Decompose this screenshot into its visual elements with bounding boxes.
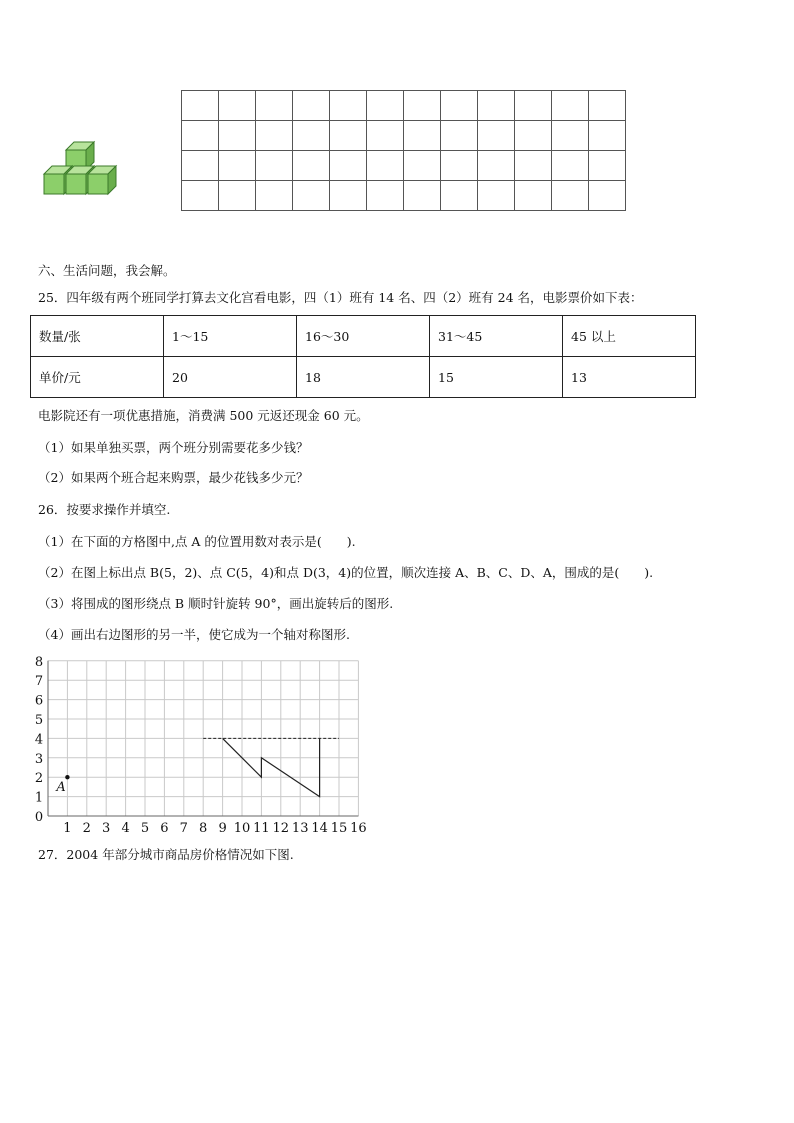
question-25-part-2: （2）如果两个班合起来购票，最少花钱多少元？ — [38, 470, 309, 485]
grid-cell — [404, 181, 441, 211]
grid-cell — [441, 151, 478, 181]
grid-cell — [515, 181, 552, 211]
grid-row — [182, 181, 626, 211]
table-cell: 31～45 — [430, 316, 563, 357]
x-tick-label: 6 — [160, 821, 169, 835]
grid-row — [182, 91, 626, 121]
x-tick-label: 5 — [140, 821, 150, 835]
grid-cell — [515, 121, 552, 151]
grid-cell — [589, 91, 626, 121]
discount-note: 电影院还有一项优惠措施，消费满 500 元返还现金 60 元。 — [38, 408, 369, 423]
x-tick-label: 4 — [121, 821, 130, 835]
x-tick-label: 3 — [102, 821, 111, 835]
question-26-part-4: （4）画出右边图形的另一半，使它成为一个轴对称图形. — [38, 627, 350, 642]
grid-cell — [404, 121, 441, 151]
x-tick-label: 16 — [350, 821, 367, 835]
section-heading: 六、生活问题，我会解。 — [38, 263, 176, 278]
origin-label: 0 — [34, 810, 44, 825]
grid-cell — [589, 151, 626, 181]
grid-cell — [478, 91, 515, 121]
grid-cell — [256, 121, 293, 151]
table-cell: 20 — [164, 357, 297, 398]
x-tick-label: 13 — [291, 821, 309, 835]
grid-cell — [256, 91, 293, 121]
y-tick-label: 5 — [34, 713, 44, 728]
grid-cell — [256, 181, 293, 211]
grid-cell — [589, 181, 626, 211]
grid-cell — [182, 151, 219, 181]
grid-cell — [293, 121, 330, 151]
grid-cell — [441, 181, 478, 211]
grid-cell — [219, 121, 256, 151]
question-27-stem: 27．2004 年部分城市商品房价格情况如下图. — [38, 847, 294, 862]
question-26-part-3: （3）将围成的图形绕点 B 顺时针旋转 90°，画出旋转后的图形. — [38, 596, 394, 611]
y-tick-label: 1 — [34, 790, 44, 806]
question-26-stem: 26．按要求操作并填空. — [38, 502, 171, 517]
x-tick-label: 12 — [272, 821, 290, 835]
question-25-stem: 25．四年级有两个班同学打算去文化宫看电影，四（1）班有 14 名、四（2）班有 24 名，电影票价如下表： — [38, 290, 643, 305]
grid-cell — [404, 91, 441, 121]
table-cell: 数量/张 — [31, 316, 164, 357]
grid-cell — [182, 181, 219, 211]
cube-stack-figure — [42, 140, 126, 202]
blank-drawing-grid — [181, 90, 626, 211]
ticket-price-table — [30, 315, 696, 398]
grid-cell — [367, 121, 404, 151]
table-cell: 45 以上 — [563, 316, 696, 357]
grid-cell — [182, 91, 219, 121]
table-cell: 16～30 — [297, 316, 430, 357]
grid-cell — [367, 91, 404, 121]
grid-cell — [552, 181, 589, 211]
table-cell: 13 — [563, 357, 696, 398]
y-tick-label: 4 — [34, 732, 44, 748]
x-tick-label: 9 — [218, 821, 227, 835]
grid-row — [182, 151, 626, 181]
grid-cell — [219, 91, 256, 121]
y-tick-label: 8 — [34, 654, 44, 670]
grid-cell — [367, 181, 404, 211]
question-26-part-2: （2）在图上标出点 B(5，2)、点 C(5，4)和点 D(3，4)的位置，顺次连接 A、B、C、D、A，围成的是( ). — [38, 565, 654, 580]
question-26-part-1: （1）在下面的方格图中,点 A 的位置用数对表示是( ). — [38, 534, 356, 549]
y-tick-label: 6 — [34, 693, 44, 709]
grid-cell — [552, 91, 589, 121]
y-tick-label: 2 — [34, 771, 44, 787]
grid-cell — [367, 151, 404, 181]
grid-cell — [478, 121, 515, 151]
y-tick-label: 7 — [34, 674, 44, 690]
x-tick-label: 15 — [330, 821, 348, 835]
grid-cell — [515, 151, 552, 181]
grid-cell — [330, 181, 367, 211]
half-figure-outline — [223, 738, 320, 796]
table-cell: 15 — [430, 357, 563, 398]
grid-cell — [515, 91, 552, 121]
x-tick-label: 14 — [311, 821, 328, 835]
grid-cell — [330, 91, 367, 121]
table-cell: 1～15 — [164, 316, 297, 357]
grid-cell — [330, 121, 367, 151]
grid-cell — [293, 151, 330, 181]
grid-cell — [256, 151, 293, 181]
grid-cell — [441, 91, 478, 121]
grid-cell — [441, 121, 478, 151]
x-tick-label: 7 — [179, 821, 188, 835]
x-tick-label: 11 — [253, 821, 270, 835]
point-a-dot — [65, 775, 69, 779]
point-a-label: A — [56, 780, 66, 796]
y-tick-label: 3 — [34, 751, 44, 767]
grid-cell — [219, 151, 256, 181]
table-row — [31, 357, 696, 398]
x-tick-label: 8 — [199, 821, 208, 835]
grid-cell — [552, 121, 589, 151]
table-cell: 18 — [297, 357, 430, 398]
x-tick-label: 10 — [233, 821, 251, 835]
grid-cell — [404, 151, 441, 181]
grid-cell — [589, 121, 626, 151]
grid-row — [182, 121, 626, 151]
question-25-part-1: （1）如果单独买票，两个班分别需要花多少钱？ — [38, 440, 309, 455]
x-tick-label: 2 — [82, 821, 91, 835]
coordinate-grid — [30, 650, 375, 835]
x-tick-label: 1 — [63, 821, 72, 835]
grid-cell — [478, 181, 515, 211]
grid-cell — [182, 121, 219, 151]
grid-cell — [219, 181, 256, 211]
table-row — [31, 316, 696, 357]
grid-cell — [330, 151, 367, 181]
grid-cell — [293, 181, 330, 211]
grid-cell — [293, 91, 330, 121]
grid-cell — [478, 151, 515, 181]
table-cell: 单价/元 — [31, 357, 164, 398]
grid-cell — [552, 151, 589, 181]
